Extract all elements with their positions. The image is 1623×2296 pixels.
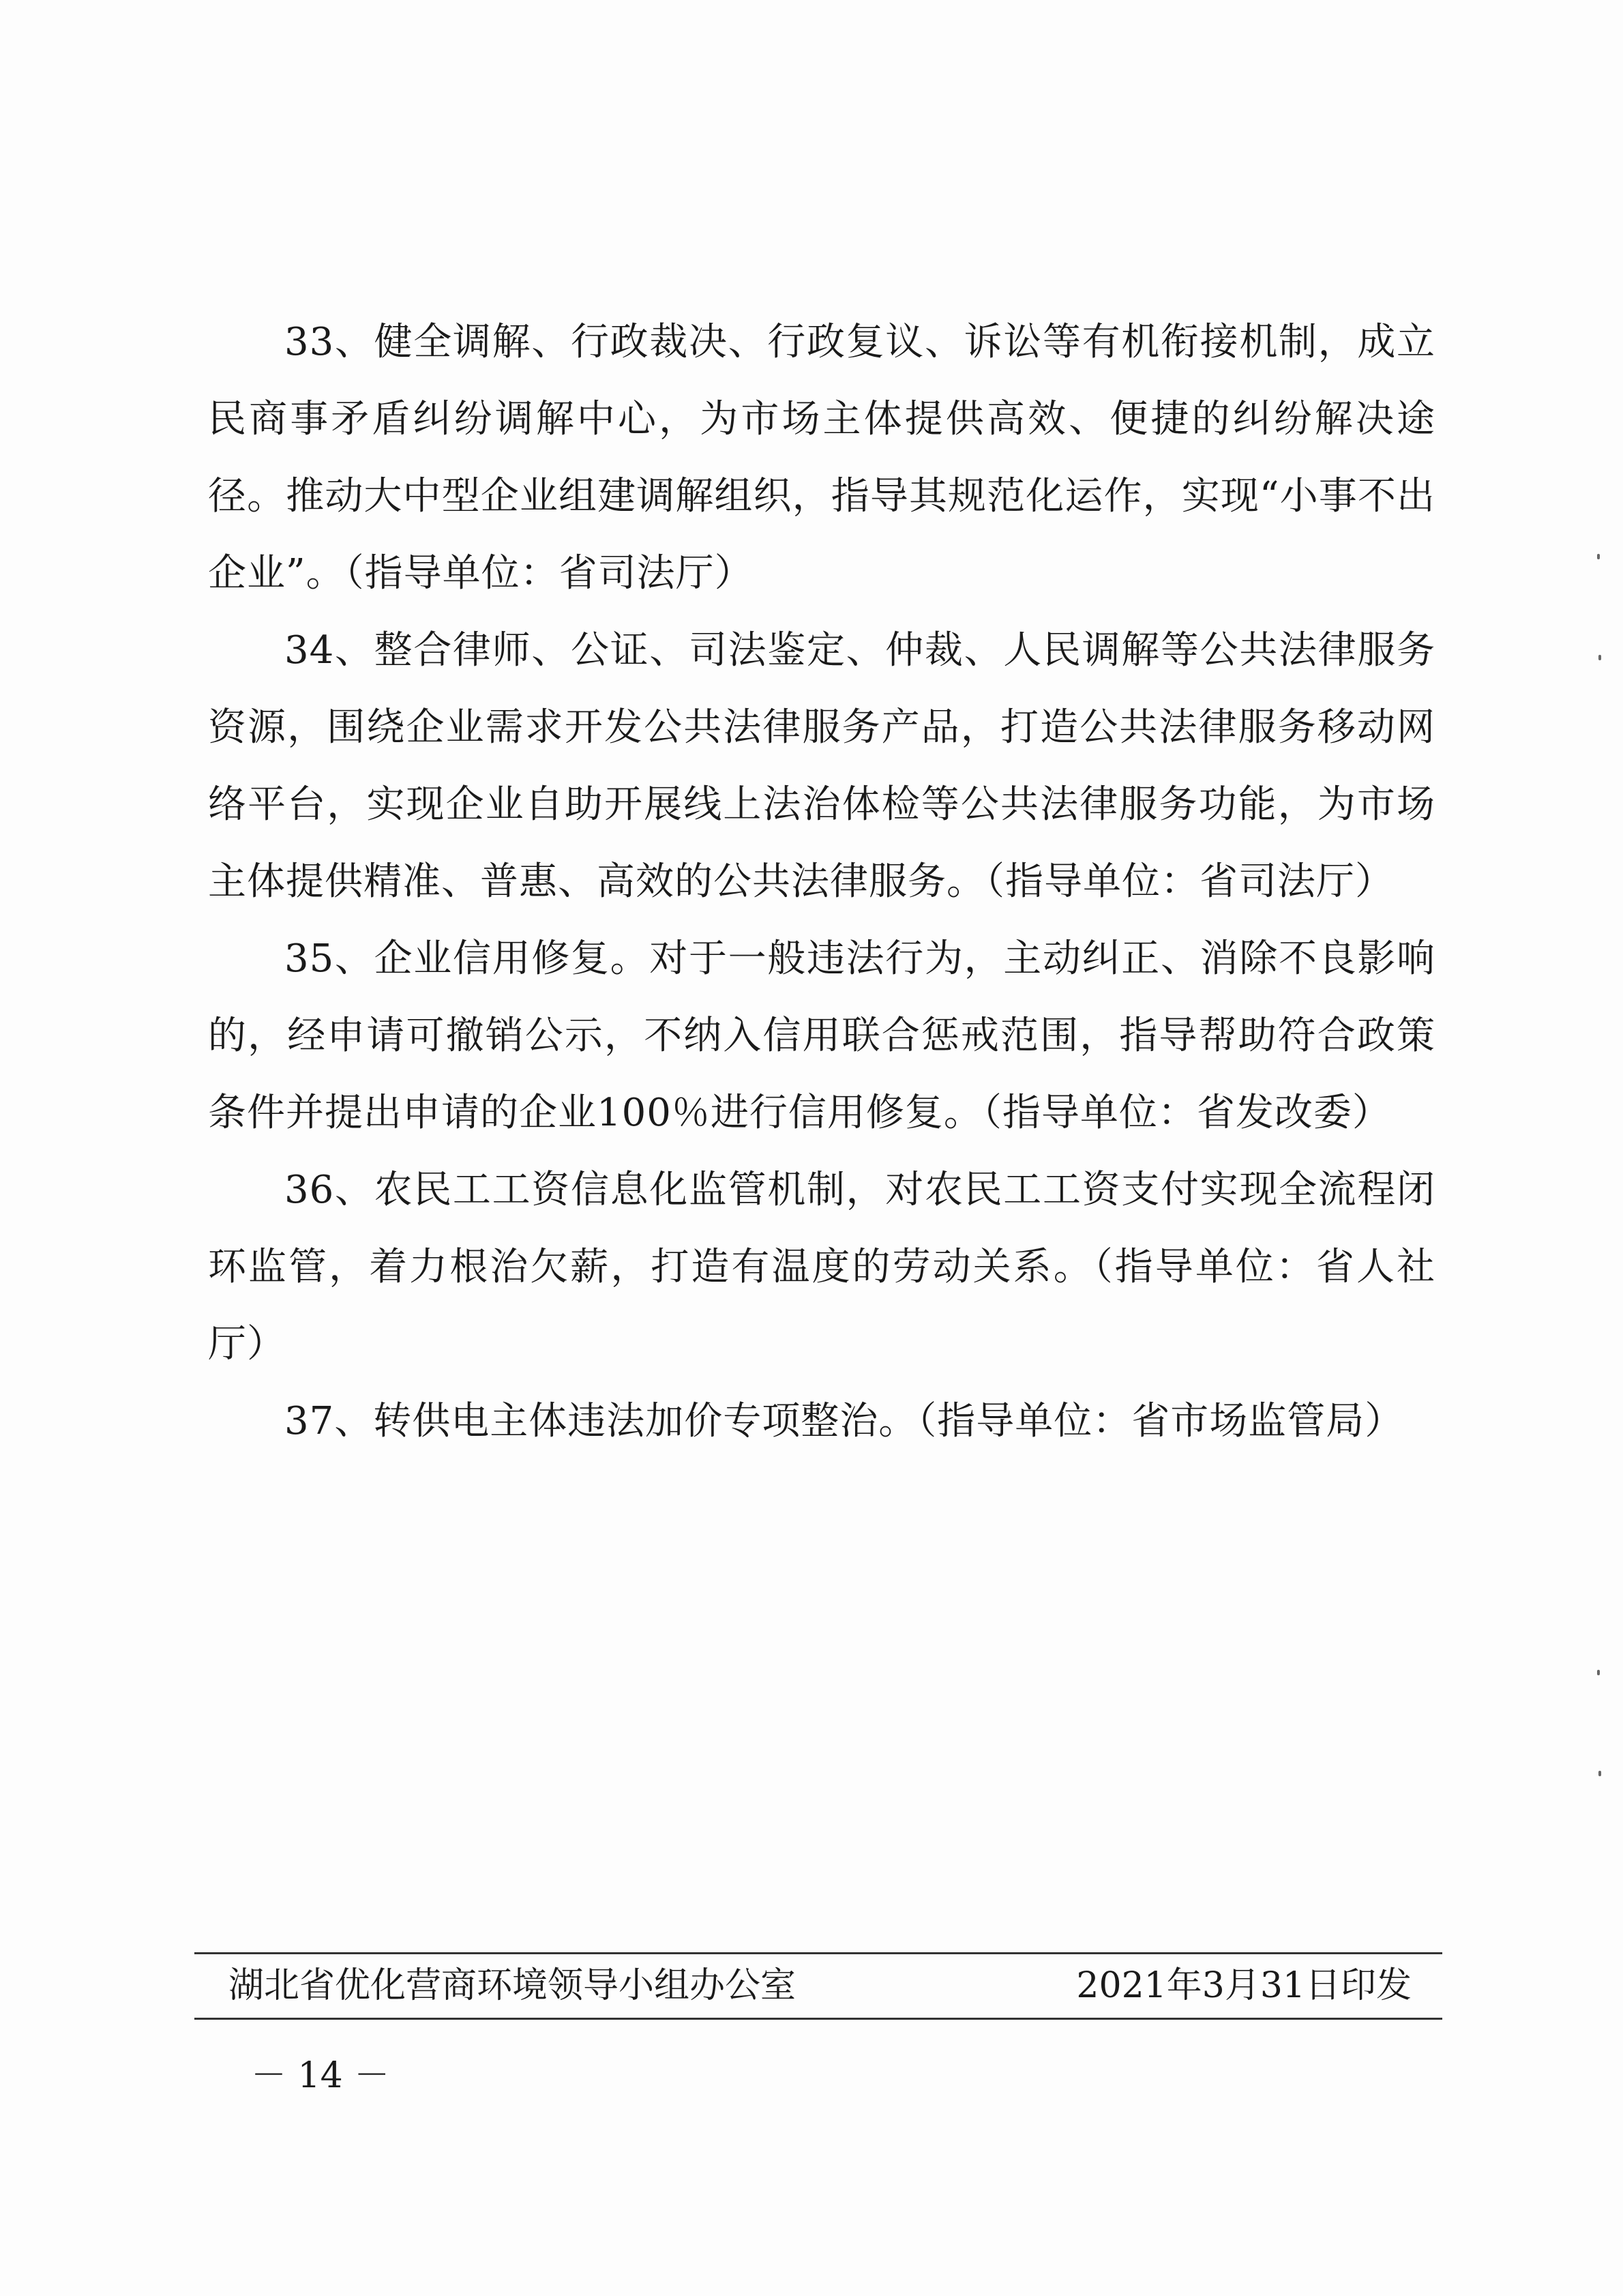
item-37: 37、转供电主体违法加价专项整治。（指导单位：省市场监管局）: [284, 1399, 1404, 1443]
page-number: － 14 －: [251, 2055, 390, 2096]
item-35: 35、企业信用修复。对于一般违法行为，主动纠正、消除不良影响的，经申请可撤销公示，不纳入信用联合惩戒范围，指导帮助符合政策条件并提出申请的企业100％进行信用修复。（指导单位：省发改委）: [208, 937, 1435, 1135]
footer-office: 湖北省优化营商环境领导小组办公室: [228, 1965, 796, 2006]
scan-speck: [1597, 1670, 1600, 1675]
item-36: 36、农民工工资信息化监管机制，对农民工工资支付实现全流程闭环监管，着力根治欠薪，打造有温度的劳动关系。（指导单位：省人社厅）: [208, 1168, 1435, 1366]
body-text: [208, 304, 1435, 1460]
item-34: 34、整合律师、公证、司法鉴定、仲裁、人民调解等公共法律服务资源，围绕企业需求开发公共法律服务产品，打造公共法律服务移动网络平台，实现企业自助开展线上法治体检等公共法律服务功能，为市场主体提供精准、普惠、高效的公共法律服务。（指导单位：省司法厅）: [208, 628, 1435, 904]
footer-rule-top: [194, 1952, 1442, 1954]
scan-speck: [1597, 554, 1600, 559]
footer-rule-bottom: [194, 2018, 1442, 2020]
item-33: 33、健全调解、行政裁决、行政复议、诉讼等有机衔接机制，成立民商事矛盾纠纷调解中心，为市场主体提供高效、便捷的纠纷解决途径。推动大中型企业组建调解组织，指导其规范化运作，实现“小事不出企业”。（指导单位：省司法厅）: [208, 320, 1435, 595]
scan-speck: [1598, 1771, 1601, 1776]
scan-speck: [1598, 655, 1601, 660]
footer-date: 2021年3月31日印发: [1076, 1965, 1412, 2006]
